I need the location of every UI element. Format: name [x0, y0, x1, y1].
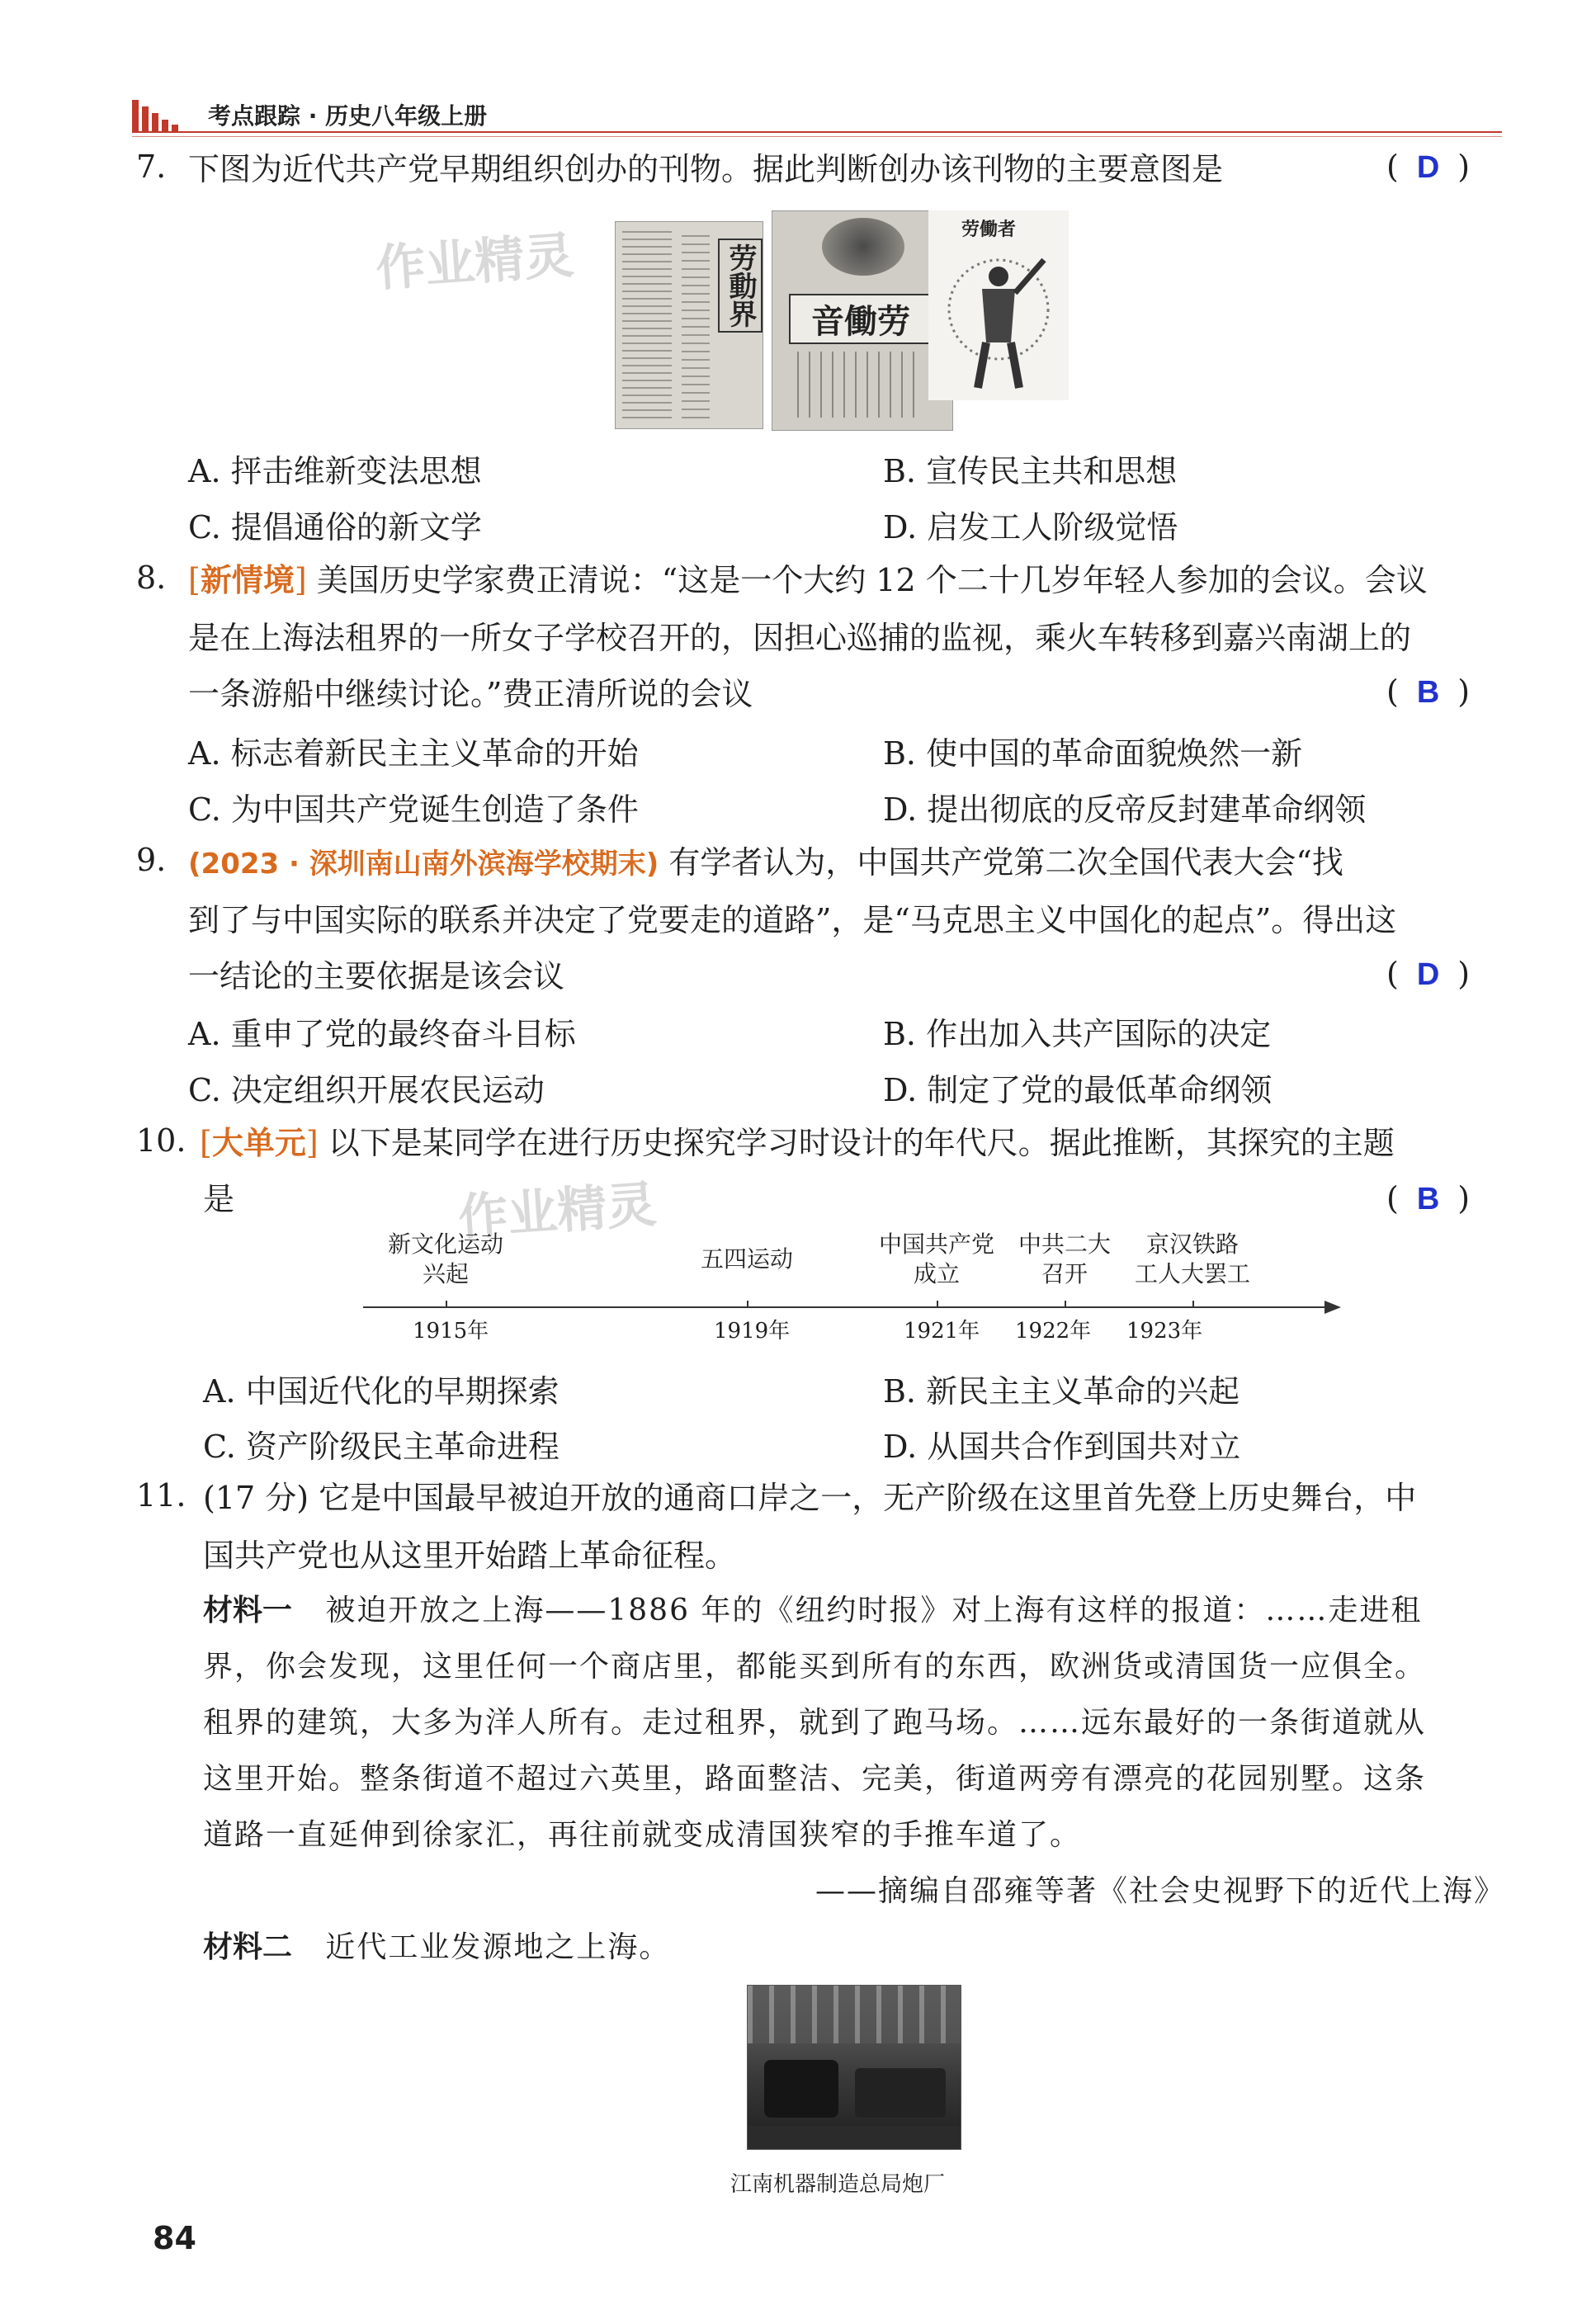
question-number: 10.	[136, 1122, 187, 1159]
timeline-tick	[1192, 1301, 1194, 1308]
timeline-tick	[1065, 1301, 1066, 1308]
page-number: 84	[153, 2220, 196, 2256]
question-stem-line-1: (2023 · 深圳南山南外滨海学校期末) 有学者认为，中国共产党第二次全国代表大会“找	[188, 844, 1343, 881]
timeline-year: 1922年	[1015, 1319, 1092, 1344]
material-1-line-2: 界，你会发现，这里任何一个商店里，都能买到所有的东西，欧洲货或清国货一应俱全。	[203, 1650, 1427, 1684]
question-number: 11.	[136, 1477, 187, 1514]
answer-paren: ( D )	[1386, 956, 1471, 992]
timeline-event-1915: 新文化运动 兴起	[387, 1230, 503, 1287]
magazine-title: 劳動界	[718, 239, 763, 333]
question-number: 7.	[136, 149, 167, 185]
option-a[interactable]: A. 抨击维新变法思想	[188, 453, 482, 489]
factory-photo	[747, 1985, 961, 2150]
material-1-line-3: 租界的建筑，大多为洋人所有。走过租界，就到了跑马场。……远东最好的一条街道就从	[203, 1706, 1427, 1740]
option-c[interactable]: C. 决定组织开展农民运动	[188, 1072, 545, 1108]
answer-paren: ( B )	[1386, 1180, 1471, 1216]
material-label: 材料二	[203, 1930, 293, 1964]
header-rule	[132, 131, 1502, 133]
option-d[interactable]: D. 提出彻底的反帝反封建革命纲领	[883, 791, 1367, 828]
option-b[interactable]: B. 宣传民主共和思想	[883, 453, 1178, 489]
option-a[interactable]: A. 标志着新民主主义革命的开始	[188, 735, 639, 772]
question-tag: (2023 · 深圳南山南外滨海学校期末)	[188, 848, 659, 881]
option-b[interactable]: B. 作出加入共产国际的决定	[883, 1016, 1272, 1052]
watermark: 作业精灵	[456, 1175, 659, 1248]
magazine-title: 劳働者	[961, 219, 1017, 240]
material-1-line-4: 这里开始。整条街道不超过六英里，路面整洁、完美，街道两旁有漂亮的花园别墅。这条	[203, 1762, 1427, 1796]
question-stem-line-3: 一条游船中继续讨论。”费正清所说的会议	[188, 676, 753, 712]
timeline	[363, 1230, 1345, 1353]
material-1-source: ——摘编自邵雍等著《社会史视野下的近代上海》	[815, 1874, 1505, 1908]
timeline-event-1919: 五四运动	[700, 1245, 793, 1273]
material-label: 材料一	[203, 1594, 293, 1627]
timeline-year: 1915年	[413, 1319, 489, 1344]
option-c[interactable]: C. 提倡通俗的新文学	[188, 509, 482, 546]
timeline-tick	[937, 1301, 938, 1308]
header	[132, 95, 1502, 144]
header-title: 考点跟踪 · 历史八年级上册	[208, 102, 488, 130]
option-d[interactable]: D. 制定了党的最低革命纲领	[883, 1072, 1273, 1108]
timeline-event-1921: 中国共产党 成立	[878, 1230, 994, 1287]
answer: B	[1416, 675, 1440, 710]
timeline-event-1922: 中共二大 召开	[1018, 1230, 1111, 1287]
question-stem-line-2: 到了与中国实际的联系并决定了党要走的道路”，是“马克思主义中国化的起点”。得出这	[188, 902, 1397, 938]
answer: D	[1416, 957, 1440, 992]
material-2: 材料二 近代工业发源地之上海。	[203, 1930, 671, 1964]
photo-caption: 江南机器制造总局炮厂	[730, 2172, 946, 2197]
answer-paren: ( B )	[1386, 673, 1471, 710]
timeline-year: 1919年	[714, 1319, 791, 1344]
question-stem-line-1: (17 分) 它是中国最早被迫开放的通商口岸之一，无产阶级在这里首先登上历史舞台，中	[203, 1480, 1417, 1516]
question-stem-line-1: [新情境] 美国历史学家费正清说：“这是一个大约 12 个二十几岁年轻人参加的会议。会议	[188, 562, 1428, 598]
question-number: 9.	[136, 842, 167, 878]
header-rule-thin	[132, 136, 1502, 137]
timeline-year: 1923年	[1126, 1319, 1203, 1344]
magazine-image-2	[772, 210, 953, 431]
option-a[interactable]: A. 重申了党的最终奋斗目标	[188, 1016, 576, 1052]
option-a[interactable]: A. 中国近代化的早期探索	[203, 1373, 560, 1410]
question-stem-line-2: 是	[203, 1181, 235, 1217]
question-score: (17 分)	[203, 1480, 309, 1516]
answer: D	[1416, 150, 1440, 185]
question-stem-line-2: 是在上海法租界的一所女子学校召开的，因担心巡捕的监视，乘火车转移到嘉兴南湖上的	[188, 620, 1412, 656]
option-b[interactable]: B. 使中国的革命面貌焕然一新	[883, 735, 1303, 772]
material-1-line-1: 材料一 被迫开放之上海——1886 年的《纽约时报》对上海有这样的报道：……走进租	[203, 1594, 1423, 1627]
watermark: 作业精灵	[374, 226, 576, 299]
timeline-arrow-icon	[1324, 1301, 1341, 1314]
option-d[interactable]: D. 从国共合作到国共对立	[883, 1429, 1241, 1465]
timeline-year: 1921年	[904, 1319, 980, 1344]
header-logo-icon	[132, 100, 180, 131]
answer: B	[1416, 1182, 1440, 1216]
timeline-event-1923: 京汉铁路 工人大罢工	[1134, 1230, 1250, 1287]
magazine-image-1	[615, 221, 763, 429]
worker-figure-icon	[941, 243, 1056, 392]
question-stem-line-2: 国共产党也从这里开始踏上革命征程。	[203, 1537, 737, 1574]
timeline-tick	[446, 1301, 447, 1308]
question-number: 8.	[136, 560, 167, 596]
timeline-tick	[747, 1301, 748, 1308]
answer-paren: ( D )	[1386, 149, 1471, 185]
option-c[interactable]: C. 资产阶级民主革命进程	[203, 1429, 560, 1465]
question-stem: 下图为近代共产党早期组织创办的刊物。据此判断创办该刊物的主要意图是	[188, 151, 1224, 187]
timeline-axis	[363, 1306, 1329, 1308]
material-1-line-5: 道路一直延伸到徐家汇，再往前就变成清国狭窄的手推车道了。	[203, 1818, 1082, 1852]
magazine-title: 音働劳	[789, 294, 933, 344]
magazine-image-3	[928, 210, 1069, 400]
question-tag: 新情境	[200, 562, 295, 598]
question-stem-line-3: 一结论的主要依据是该会议	[188, 958, 565, 994]
option-d[interactable]: D. 启发工人阶级觉悟	[883, 509, 1178, 546]
question-tag: 大单元	[211, 1125, 306, 1161]
question-stem-line-1: [大单元] 以下是某同学在进行历史探究学习时设计的年代尺。据此推断，其探究的主题	[200, 1125, 1395, 1161]
option-b[interactable]: B. 新民主主义革命的兴起	[883, 1373, 1240, 1410]
option-c[interactable]: C. 为中国共产党诞生创造了条件	[188, 791, 639, 828]
